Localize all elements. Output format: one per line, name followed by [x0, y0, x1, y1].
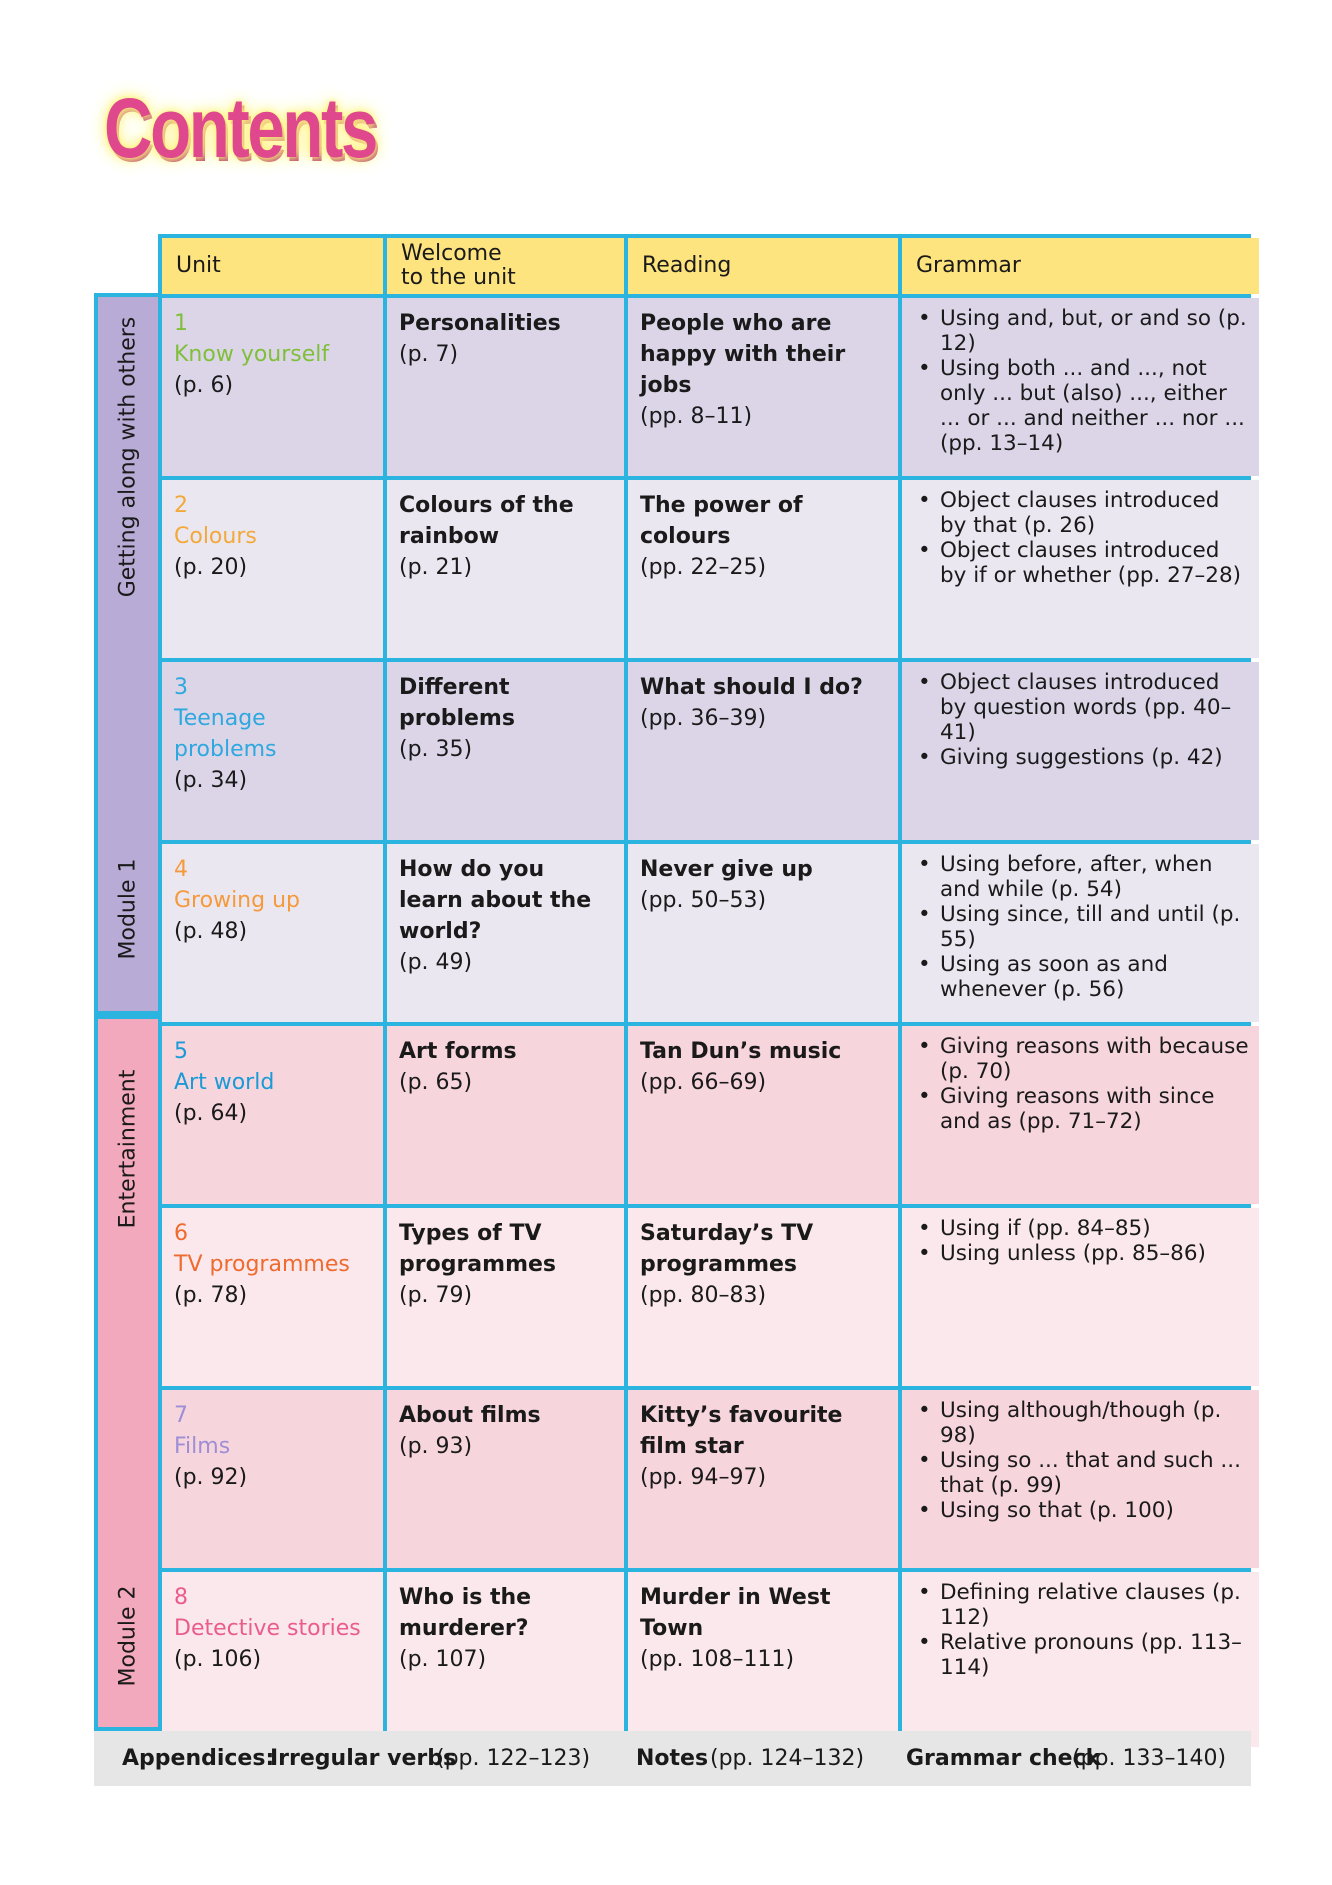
grammar-item: • Giving reasons with because (p. 70) — [914, 1034, 1249, 1084]
reading-page: (pp. 8–11) — [640, 404, 753, 429]
welcome-page: (p. 65) — [399, 1070, 473, 1095]
module-2-theme: Entertainment — [115, 1069, 141, 1229]
module-2-label: Module 2 — [115, 1585, 141, 1687]
unit-name: Art world — [174, 1070, 275, 1095]
welcome-page: (p. 7) — [399, 342, 459, 367]
welcome-page: (p. 93) — [399, 1434, 473, 1459]
grammar-item: • Using since, till and until (p. 55) — [914, 902, 1249, 952]
grammar-cell — [902, 662, 1259, 840]
grammar-cell — [902, 298, 1259, 476]
grammar-item: • Using unless (pp. 85–86) — [914, 1241, 1249, 1266]
unit-name: Colours — [174, 524, 257, 549]
grammar-item: • Defining relative clauses (p. 112) — [914, 1580, 1249, 1630]
grammar-cell — [902, 1572, 1259, 1747]
grammar-item: • Giving reasons with since and as (pp. 71–72) — [914, 1084, 1249, 1134]
welcome-page: (p. 79) — [399, 1283, 473, 1308]
reading-page: (pp. 80–83) — [640, 1283, 767, 1308]
grammar-cell — [902, 1208, 1259, 1386]
reading-page: (pp. 22–25) — [640, 555, 767, 580]
module-1-band — [94, 293, 158, 1015]
welcome-cell — [387, 1026, 624, 1204]
welcome-page: (p. 107) — [399, 1647, 487, 1672]
reading-page: (pp. 94–97) — [640, 1465, 767, 1490]
grammar-item: • Using if (pp. 84–85) — [914, 1216, 1249, 1241]
header-reading: Reading — [628, 238, 898, 294]
grammar-item: • Giving suggestions (p. 42) — [914, 745, 1249, 770]
reading-title: Kitty’s favourite film star — [640, 1403, 843, 1459]
module-1-theme: Getting along with others — [115, 316, 141, 598]
grammar-item: • Using so ... that and such ... that (p. 99) — [914, 1448, 1249, 1498]
unit-name: Detective stories — [174, 1616, 361, 1641]
welcome-title: Colours of the rainbow — [399, 493, 574, 549]
unit-number: 8 — [174, 1585, 188, 1610]
grammar-check-link[interactable]: Grammar check — [906, 1746, 1101, 1771]
reading-cell — [628, 662, 898, 840]
unit-name: TV programmes — [174, 1252, 350, 1277]
unit-cell — [162, 298, 383, 476]
unit-page: (p. 34) — [174, 768, 248, 793]
reading-page: (pp. 36–39) — [640, 706, 767, 731]
appendices-bar — [94, 1731, 1251, 1786]
welcome-cell — [387, 844, 624, 1022]
reading-cell — [628, 1572, 898, 1747]
unit-page: (p. 48) — [174, 919, 248, 944]
reading-title: Tan Dun’s music — [640, 1039, 842, 1064]
welcome-title: Different problems — [399, 675, 515, 731]
reading-cell — [628, 1026, 898, 1204]
unit-name: Films — [174, 1434, 231, 1459]
reading-title: Never give up — [640, 857, 813, 882]
welcome-cell — [387, 1208, 624, 1386]
reading-title: People who are happy with their jobs — [640, 311, 846, 398]
unit-cell — [162, 1026, 383, 1204]
header-unit: Unit — [162, 238, 383, 294]
reading-page: (pp. 50–53) — [640, 888, 767, 913]
appendices-label: Appendices: — [122, 1746, 275, 1771]
unit-page: (p. 92) — [174, 1465, 248, 1490]
unit-cell — [162, 844, 383, 1022]
unit-page: (p. 106) — [174, 1647, 262, 1672]
module-1-label: Module 1 — [115, 858, 141, 960]
grammar-item: • Object clauses introduced by that (p. 26) — [914, 488, 1249, 538]
unit-number: 1 — [174, 311, 188, 336]
unit-cell — [162, 662, 383, 840]
unit-cell — [162, 1390, 383, 1568]
unit-name: Teenage problems — [174, 706, 277, 762]
grammar-cell — [902, 844, 1259, 1022]
unit-cell — [162, 480, 383, 658]
unit-number: 6 — [174, 1221, 188, 1246]
grammar-item: • Using both ... and ..., not only ... but (also) ..., either ... or ... and neither ... nor ... (pp. 13–14) — [914, 356, 1249, 456]
contents-table — [158, 234, 1251, 1731]
header-grammar: Grammar — [902, 238, 1259, 294]
grammar-item: • Object clauses introduced by if or whether (pp. 27–28) — [914, 538, 1249, 588]
unit-number: 4 — [174, 857, 188, 882]
reading-page: (pp. 108–111) — [640, 1647, 795, 1672]
grammar-item: • Using although/though (p. 98) — [914, 1398, 1249, 1448]
welcome-page: (p. 49) — [399, 950, 473, 975]
grammar-check-pages: (pp. 133–140) — [1072, 1746, 1227, 1771]
welcome-title: How do you learn about the world? — [399, 857, 592, 944]
notes-pages: (pp. 124–132) — [710, 1746, 865, 1771]
unit-page: (p. 78) — [174, 1283, 248, 1308]
unit-cell — [162, 1572, 383, 1747]
welcome-cell — [387, 298, 624, 476]
grammar-item: • Using as soon as and whenever (p. 56) — [914, 952, 1249, 1002]
welcome-title: Who is the murderer? — [399, 1585, 532, 1641]
welcome-cell — [387, 1572, 624, 1747]
grammar-cell — [902, 480, 1259, 658]
welcome-page: (p. 21) — [399, 555, 473, 580]
reading-title: Murder in West Town — [640, 1585, 831, 1641]
welcome-cell — [387, 662, 624, 840]
unit-number: 3 — [174, 675, 188, 700]
unit-number: 2 — [174, 493, 188, 518]
welcome-title: Types of TV programmes — [399, 1221, 557, 1277]
welcome-page: (p. 35) — [399, 737, 473, 762]
reading-title: The power of colours — [640, 493, 803, 549]
unit-name: Know yourself — [174, 342, 330, 367]
grammar-item: • Using and, but, or and so (p. 12) — [914, 306, 1249, 356]
grammar-item: • Using before, after, when and while (p. 54) — [914, 852, 1249, 902]
grammar-cell — [902, 1390, 1259, 1568]
unit-number: 5 — [174, 1039, 188, 1064]
grammar-item: • Relative pronouns (pp. 113–114) — [914, 1630, 1249, 1680]
grammar-cell — [902, 1026, 1259, 1204]
notes-link[interactable]: Notes — [636, 1746, 709, 1771]
unit-page: (p. 6) — [174, 373, 234, 398]
welcome-title: Art forms — [399, 1039, 517, 1064]
reading-cell — [628, 1208, 898, 1386]
module-2-band — [94, 1015, 158, 1731]
reading-title: What should I do? — [640, 675, 863, 700]
header-welcome: Welcome to the unit — [387, 238, 624, 294]
unit-cell — [162, 1208, 383, 1386]
irregular-verbs-link[interactable]: Irregular verbs — [270, 1746, 457, 1771]
reading-cell — [628, 1390, 898, 1568]
reading-cell — [628, 298, 898, 476]
welcome-cell — [387, 480, 624, 658]
page-title: Contents — [104, 81, 376, 175]
welcome-title: Personalities — [399, 311, 561, 336]
welcome-title: About films — [399, 1403, 541, 1428]
welcome-cell — [387, 1390, 624, 1568]
grammar-item: • Using so that (p. 100) — [914, 1498, 1249, 1523]
unit-number: 7 — [174, 1403, 188, 1428]
reading-cell — [628, 844, 898, 1022]
unit-name: Growing up — [174, 888, 300, 913]
grammar-item: • Object clauses introduced by question words (pp. 40–41) — [914, 670, 1249, 745]
reading-page: (pp. 66–69) — [640, 1070, 767, 1095]
unit-page: (p. 20) — [174, 555, 248, 580]
unit-page: (p. 64) — [174, 1101, 248, 1126]
reading-title: Saturday’s TV programmes — [640, 1221, 814, 1277]
reading-cell — [628, 480, 898, 658]
irregular-verbs-pages: (pp. 122–123) — [436, 1746, 591, 1771]
